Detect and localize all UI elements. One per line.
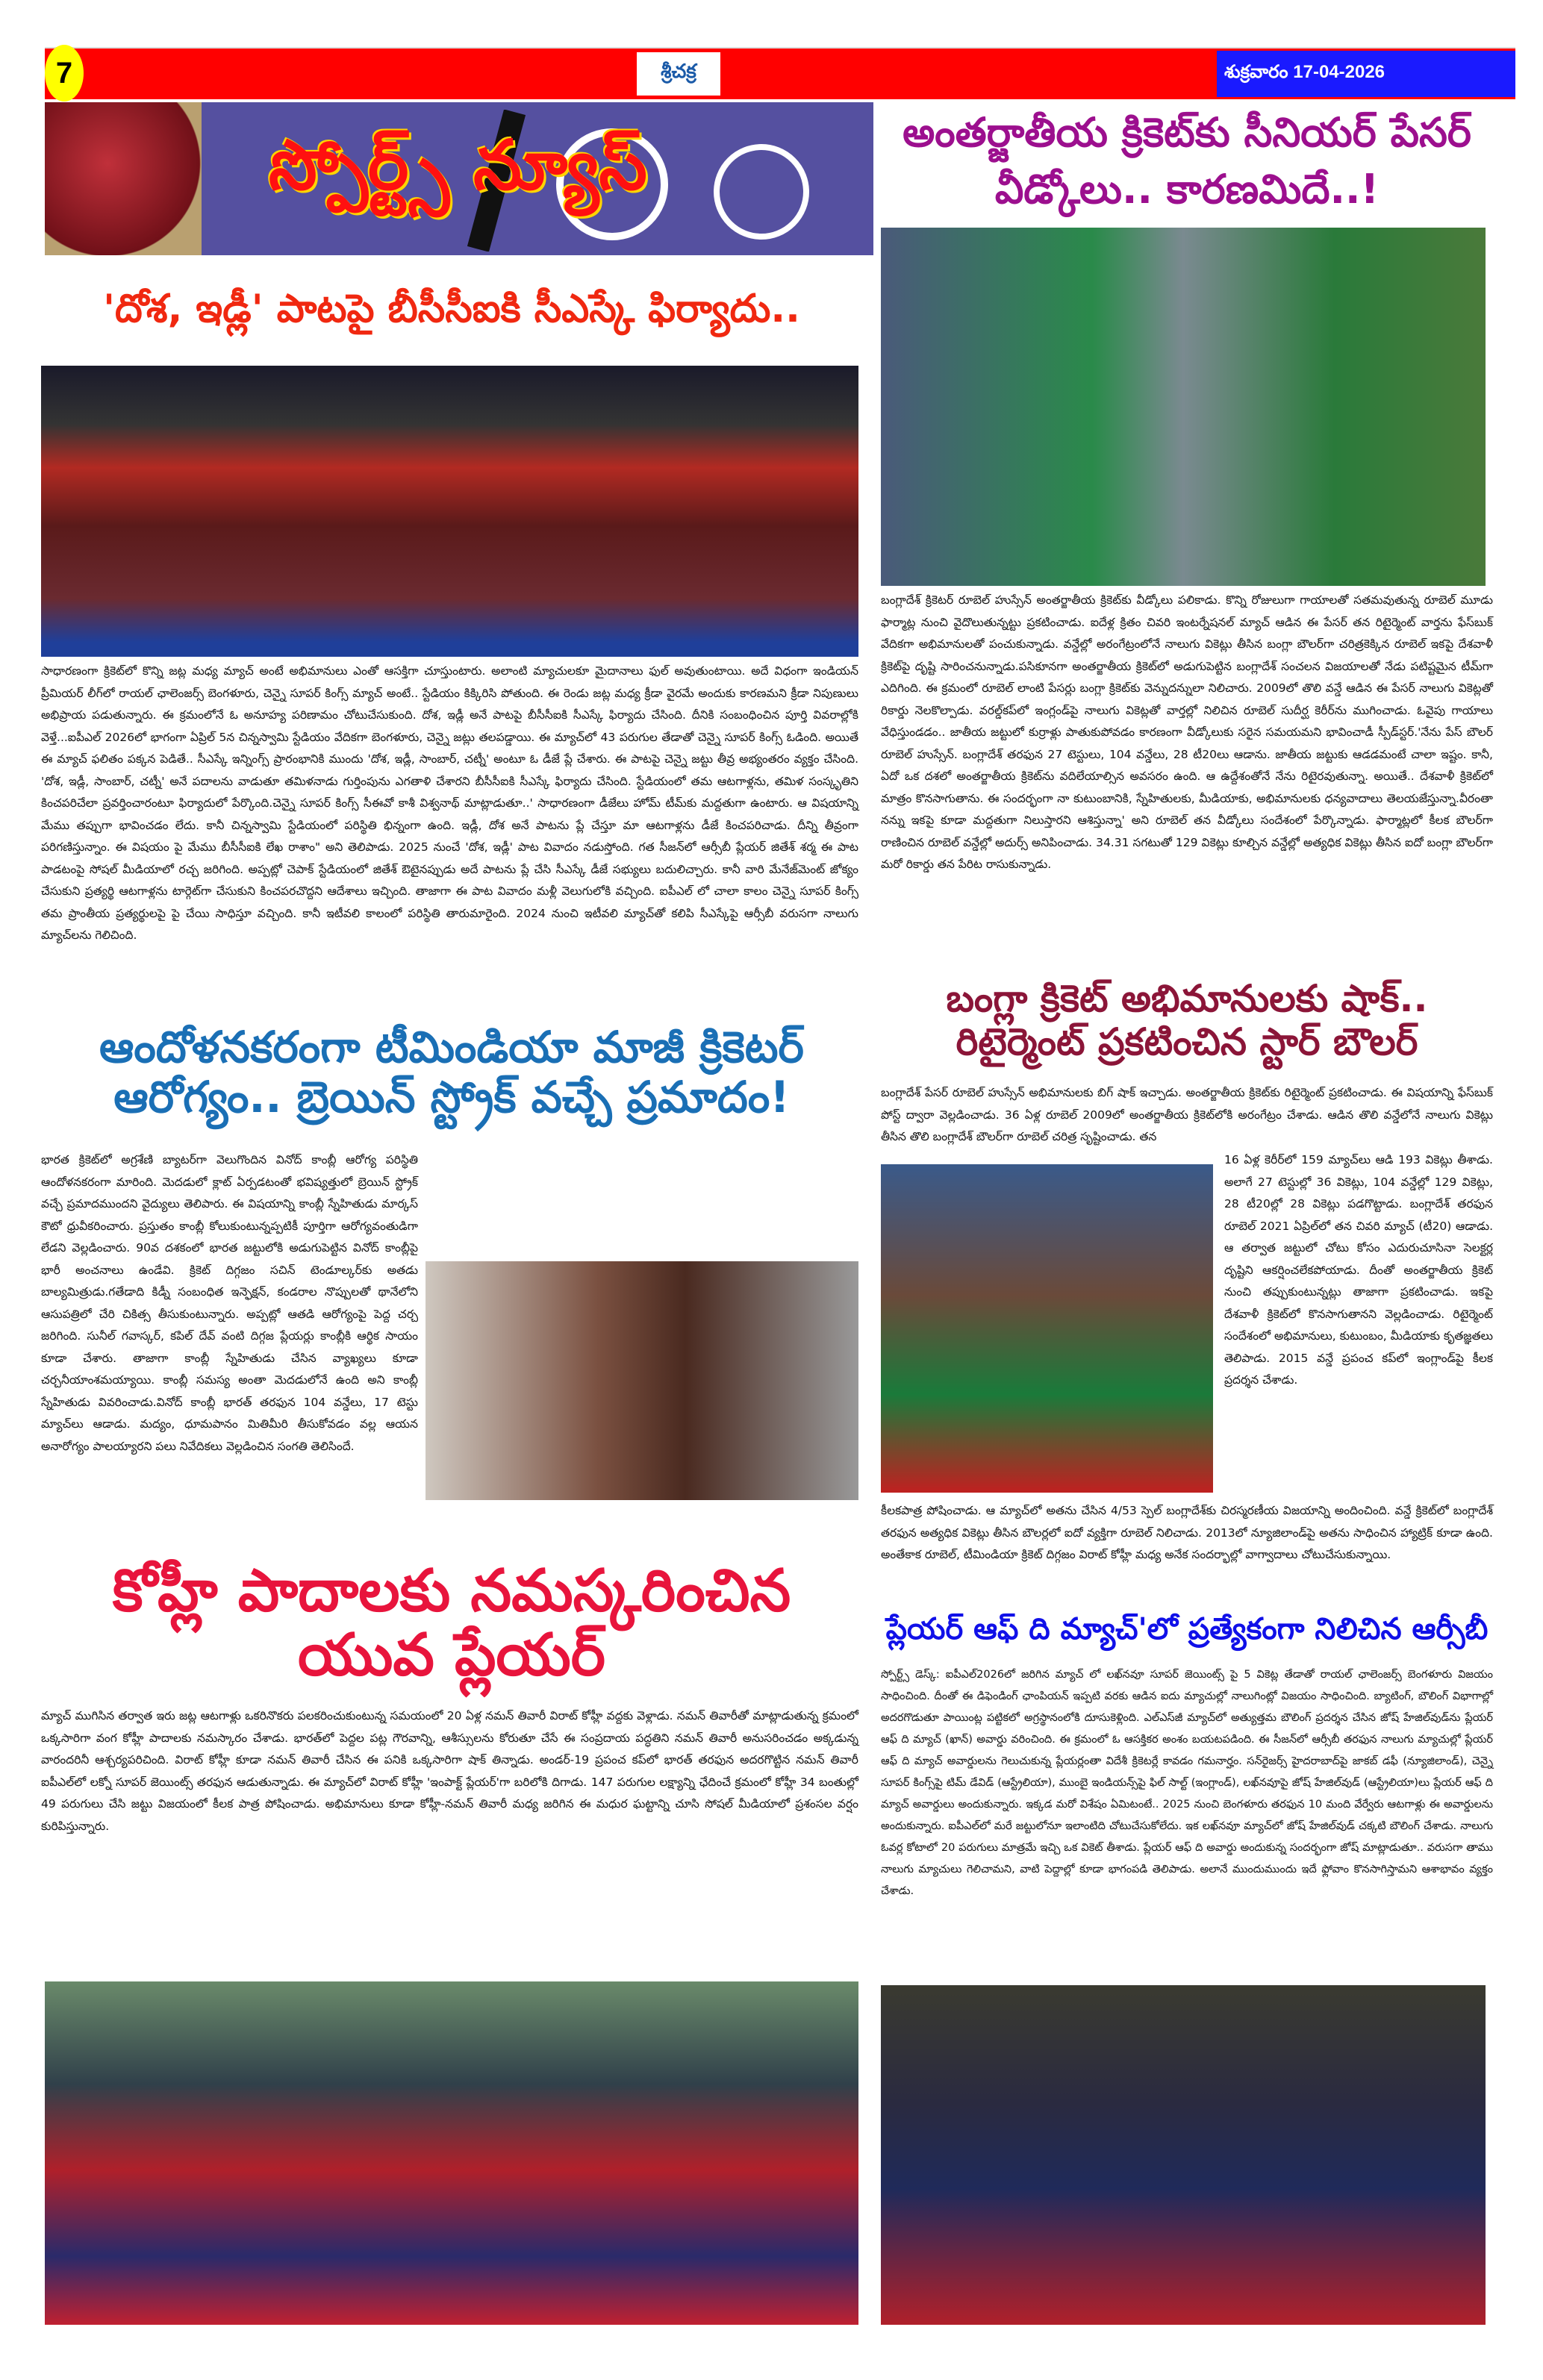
article-body: స్పోర్ట్స్ డెస్క్: ఐపీఎల్2026లో జరిగిన మ్యాచ్ లో లఖ్‌నవూ సూపర్ జెయింట్స్ పై 5 వికెట్ల తేడాతో రాయల్ ఛాలెంజర్స్ బెంగళూరు విజయం సాధించింది. దీంతో ఈ డిఫెండింగ్ ఛాంపియన్ ఇప్పటి వరకు ఆడిన ఐదు మ్యాచుల్లో నాలుగింట్లో విజయం సాధించింది. బ్యాటింగ్, బౌలింగ్ విభాగాల్లో అదరగొడుతూ పాయింట్ల పట్టికలో అగ్రస్థానంలోకి దూసుకెళ్లింది. ఎల్ఎస్‌జీ మ్యాచ్‌లో అత్యుత్తమ బౌలింగ్ ప్రదర్శన చేసిన జోష్ హేజిల్‌వుడ్‌ను ప్లేయర్ ఆఫ్ ది మ్యాచ్ (ఖాన్) అవార్డు వరించింది. ఈ క్రమంలో ఓ ఆసక్తికర అంశం బయటపడింది. ఈ సీజన్‌లో ఆర్సీబీ తరఫున నాలుగు మ్యాచుల్లో ప్లేయర్ ఆఫ్ ది మ్యాచ్ అవార్డులను గెలుచుకున్న ప్లేయర్లంతా విదేశీ క్రికెటర్లే కావడం గమనార్హం. సన్‌రైజర్స్ హైదరాబాద్‌పై జాకబ్ డఫీ (న్యూజిలాండ్), చెన్నై సూపర్ కింగ్స్‌పై టిమ్ డేవిడ్ (ఆస్ట్రేలియా), ముంబై ఇండియన్స్‌పై ఫిల్ సాల్ట్ (ఇంగ్లాండ్), లఖ్‌నవూపై జోష్ హేజిల్‌వుడ్ (ఆస్ట్రేలియా)లు ప్లేయర్ ఆఫ్ ది మ్యాచ్ అవార్డులు అందుకున్నారు. ఇక్కడ మరో విశేషం ఏమిటంటే.. 2025 నుంచి బెంగళూరు తరఫున 10 మంది వేర్వేరు ఆటగాళ్లు ఈ అవార్డులను అందుకున్నారు. ఐపీఎల్‌లో మరే జట్టులోనూ ఇలాంటిది చోటుచేసుకోలేదు. ఇక లఖ్‌నవూ మ్యాచ్‌లో జోష్ హేజిల్‌వుడ్ చక్కటి బౌలింగ్ చేశాడు. నాలుగు ఓవర్ల కోటాలో 20 పరుగులు మాత్రమే ఇచ్చి ఒక వికెట్ తీశాడు. ప్లేయర్ ఆఫ్ ది అవార్డు అందుకున్న సందర్భంగా జోష్ మాట్లాడుతూ.. వరుసగా తాము నాలుగు మ్యాచులు గెలిచామని, వాటి పెద్దాల్లో కూడా భాగంపడి తెలిపాడు. అలానే ముందుముందు ఇదే ఫ్లోవాం కొనసాగిస్తామని ఆశాభావం వ్యక్తం చేశాడు.	[881, 1669, 1494, 1897]
article-body	[41, 1149, 858, 1537]
cricket-ball-icon	[45, 102, 202, 255]
rubel-bowling-photo	[881, 228, 1486, 586]
article-body: 16 ఏళ్ల కెరీర్‌లో 159 మ్యాచ్‌లు ఆడి 193 వికెట్లు తీశాడు. అలాగే 27 టెస్టుల్లో 36 వికెట్లు, 104 వన్డేల్లో 129 వికెట్లు, 28 టీ20ల్లో 28 వికెట్లు పడగొట్టాడు. బంగ్లాదేశ్ తరఫున రూబెల్ 2021 ఏప్రిల్‌లో తన చివరి మ్యాచ్ (టీ20) ఆడాడు. ఆ తర్వాత జట్టులో చోటు కోసం ఎదురుచూసినా సెలక్టర్ల దృష్టిని ఆకర్షించలేకపోయాడు. దీంతో అంతర్జాతీయ క్రికెట్ నుంచి తప్పుకుంటున్నట్లు తాజాగా ప్రకటించాడు. ఇకపై దేశవాళీ క్రికెట్‌లో కొనసాగుతానని వెల్లడించాడు. రిటైర్మెంట్ సందేశంలో అభిమానులు, కుటుంబం, మీడియాకు కృతజ్ఞతలు తెలిపాడు. 2015 వన్డే ప్రపంచ కప్‌లో ఇంగ్లాండ్‌పై కీలక ప్రదర్శన చేశాడు.	[1224, 1153, 1493, 1387]
sports-news-banner	[45, 102, 873, 255]
banner-title: స్పోర్ట్స్ న్యూస్	[269, 125, 647, 205]
article-body: మ్యాచ్ ముగిసిన తర్వాత ఇరు జట్ల ఆటగాళ్లు ఒకరినొకరు పలకరించుకుంటున్న సమయంలో 20 ఏళ్ల నమన్ తివారీ విరాట్ కోహ్లీ వద్దకు వెళ్లాడు. నమన్ తివారీతో మాట్లాడుతున్న క్రమంలో ఒక్కసారిగా వంగ కోహ్లీ పాదాలకు నమస్కారం చేశాడు. భారత్‌లో పెద్దల పట్ల గౌరవాన్ని, ఆశీస్సులను కోరుతూ చేసే ఈ సంప్రదాయ పద్ధతిని నమన్ తివారీ అనుసరించడం అక్కడున్న వారందరినీ ఆశ్చర్యపరిచింది. విరాట్ కోహ్లీ కూడా నమన్ తివారీ చేసిన ఈ పనికి ఒక్కసారిగా షాక్ తిన్నాడు. అండర్-19 ప్రపంచ కప్‌లో భారత్ తరఫున అదరగొట్టిన నమన్ తివారీ ఐపీఎల్‌లో లక్నో సూపర్ జెయింట్స్ తరఫున ఆడుతున్నాడు. ఈ మ్యాచ్‌లో విరాట్ కోహ్లీ 'ఇంపాక్ట్ ప్లేయర్'గా బరిలోకి దిగాడు. 147 పరుగుల లక్ష్యాన్ని ఛేదించే క్రమంలో కోహ్లీ 34 బంతుల్లో 49 పరుగులు చేసి జట్టు విజయంలో కీలక పాత్ర పోషించాడు. అభిమానులు కూడా కోహ్లీ-నమన్ తివారీ మధ్య జరిగిన ఈ మధుర ఘట్టాన్ని చూసి సోషల్ మీడియాలో ప్రశంసల వర్షం కురిపిస్తున్నారు.	[41, 1709, 858, 1833]
newspaper-logo: శ్రీచక్ర	[637, 52, 720, 96]
article-text: భారత క్రికెట్‌లో అగ్రశేణి బ్యాటర్‌గా వెలుగొందిన వినోద్ కాంబ్లీ ఆరోగ్య పరిస్థితి ఆందోళనకరంగా మారింది. మెదడులో క్లాట్ ఏర్పడటంతో భవిష్యత్తులో బ్రెయిన్ స్ట్రోక్ వచ్చే ప్రమాదముందని వైద్యులు తెలిపారు. ఈ విషయాన్ని కాంబ్లీ స్నేహితుడు మార్కస్ కౌటో ధ్రువీకరించారు. ప్రస్తుతం కాంబ్లీ కోలుకుంటున్నప్పటికీ పూర్తిగా ఆరోగ్యవంతుడిగా లేడని వెల్లడించారు. 90వ దశకంలో భారత జట్టులోకి అడుగుపెట్టిన వినోద్ కాంబ్లీపై భారీ అంచనాలు ఉండేవి. క్రికెట్ దిగ్గజం సచిన్ టెండూల్కర్‌కు అతడు బాల్యమిత్రుడు.గతేడాది కిడ్నీ సంబంధిత ఇన్ఫెక్షన్, కండరాల నొప్పులతో థానేలోని ఆసుపత్రిలో చేరి చికిత్స తీసుకుంటున్నారు. అప్పట్లో ఆతడి ఆరోగ్యంపై పెద్ద చర్చ జరిగింది. సునీల్ గవాస్కర్, కపిల్ దేవ్ వంటి దిగ్గజ ప్లేయర్లు కాంబ్లీకి ఆర్థిక సాయం కూడా చేశారు. తాజాగా కాంబ్లీ స్నేహితుడు చేసిన వ్యాఖ్యలు కూడా చర్చనీయాంశమయ్యాయి. కాంబ్లీ సమస్య అంతా మెదడులోనే ఉంది అని కాంబ్లీ స్నేహితుడు వివరించాడు.వినోద్ కాంబ్లీ భారత్ తరఫున 104 వన్డేలు, 17 టెస్టు మ్యాచ్‌లు ఆడాడు. మద్యం, ధూమపానం మితిమీరి తీసుకోవడం వల్ల ఆయన అనారోగ్యం పాలయ్యారని పలు నివేదికలు వెల్లడించిన సంగతి తెలిసిందే.	[41, 1153, 418, 1453]
article-body: బంగ్లాదేశ్ పేసర్ రూబెల్ హుస్సేన్ అభిమానులకు బిగ్ షాక్ ఇచ్చాడు. అంతర్జాతీయ క్రికెట్‌కు రిటైర్మెంట్ ప్రకటించాడు. ఈ విషయాన్ని ఫేస్‌బుక్ పోస్ట్ ద్వారా వెల్లడించాడు. 36 ఏళ్ల రూబెల్ 2009లో అంతర్జాతీయ క్రికెట్‌లోకి అరంగేట్రం చేశాడు. ఆడిన తొలి వన్డేలోనే నాలుగు వికెట్లు తీసిన తొలి బంగ్లాదేశ్ బౌలర్‌గా రూబెల్ చరిత్ర సృష్టించాడు. తన	[881, 1086, 1493, 1143]
headline-text: 'దోశ, ఇడ్లీ' పాటపై బీసీసీఐకి సీఎస్కే ఫిర్యాదు..	[103, 287, 800, 331]
headline-rcb-potm: ప్లేయర్ ఆఫ్ ది మ్యాచ్'లో ప్రత్యేకంగా నిలిచిన ఆర్సీబీ	[885, 1612, 1489, 1646]
headline-kambli: ఆందోళనకరంగా టీమిండియా మాజీ క్రికెటర్ ఆరోగ్యం.. బ్రెయిన్ స్ట్రోక్ వచ్చే ప్రమాదం!	[99, 1022, 804, 1122]
rcb-players-photo	[881, 1985, 1486, 2325]
article-body: బంగ్లాదేశ్ క్రికెటర్ రూబెల్ హుస్సేన్ అంతర్జాతీయ క్రికెట్‌కు వీడ్కోలు పలికాడు. కొన్ని రోజులుగా గాయాలతో సతమవుతున్న రూబెల్ మూడు ఫార్మాట్ల నుంచి వైదొలుతున్నట్టు ప్రకటించాడు. ఐదేళ్ల క్రితం చివరి ఇంటర్నేషనల్ మ్యాచ్ ఆడిన ఈ పేసర్ తన రిటైర్మెంట్ వార్తను ఫేస్‌బుక్ వేదికగా అభిమానులతో పంచుకున్నాడు. వన్డేల్లో అరంగేట్రంలోనే నాలుగు వికెట్లు తీసిన బంగ్లా బౌలర్‌గా చరిత్రకెక్కిన రూబెల్ ఇకపై దేశవాళీ క్రికెట్‌పై దృష్టి సారించనున్నాడు.పసికూనగా అంతర్జాతీయ క్రికెట్‌లో అడుగుపెట్టిన బంగ్లాదేశ్ సంచలన విజయాలతో నేడు పటిష్టమైన టీమ్‌గా ఎదిగింది. ఈ క్రమంలో రూబెల్ లాంటి పేసర్లు బంగ్లా క్రికెట్‌కు వెన్నుదన్నులా నిలిచారు. 2009లో తొలి వన్డే ఆడిన ఈ పేసర్ నాలుగు వికెట్లతో రికార్డు నెలకొల్పాడు. వరల్డ్‌కప్‌లో ఇంగ్లండ్‌పై నాలుగు వికెట్లతో వార్తల్లో నిలిచిన రూబెల్ సుదీర్ఘ కెరీర్‌ను ముగించాడు. ఓవైపు గాయాలు వేధిస్తుండడం.. జాతీయ జట్టులో కుర్రాళ్లు పాతుకుపోవడం కారణంగా వీడ్కోలుకు సరైన సమయమని భావించాడీ స్పీడ్‌స్టర్.'నేను పేస్ బౌలర్ రూబెల్ హుస్సేన్. బంగ్లాదేశ్ తరఫున 27 టెస్టులు, 104 వన్డేలు, 28 టీ20లు ఆడాను. జాతీయ జట్టుకు ఆడడమంటే చాలా ఇష్టం. కానీ, ఏదో ఒక దశలో అంతర్జాతీయ క్రికెట్‌ను వదిలేయాల్సిన అవసరం ఉంది. ఆ ఉద్దేశంతోనే నేను రిటైరవుతున్నా. అయితే.. దేశవాళీ క్రికెట్‌లో మాత్రం కొనసాగుతాను. ఈ సందర్భంగా నా కుటుంబానికి, స్నేహితులకు, మీడియాకు, అభిమానులకు ధన్యవాదాలు తెలయజేస్తున్నా.వీరంతా నన్ను ఇకపై కూడా మద్దతుగా నిలుస్తారని ఆశిస్తున్నా' అని రూబెల్ తన వీడ్కోలు సందేశంలో పేర్కొన్నాడు. ఫార్మాట్లలో కీలక బౌలర్‌గా రాణించిన రూబెల్ వన్డేల్లో అదుర్స్ అనిపించాడు. 34.31 సగటుతో 129 వికెట్లు కూల్చిన వన్డేల్లో అత్యధిక వికెట్లు తీసిన ఐదో బంగ్లా బౌలర్‌గా మరో రికార్డు తన పేరిట రాసుకున్నాడు.	[881, 593, 1493, 871]
headline-kohli: కోహ్లీ పాదాలకు నమస్కరించిన యువ ప్లేయర్	[112, 1558, 791, 1689]
stadium-photo	[41, 366, 858, 657]
headline-senior-pacer: అంతర్జాతీయ క్రికెట్‌కు సీనియర్ పేసర్ వీడ్కోలు.. కారణమిదే..!	[903, 109, 1471, 213]
kohli-naman-photo	[45, 1981, 858, 2325]
rubel-portrait-photo	[881, 1164, 1213, 1493]
page-number: 7	[45, 45, 84, 101]
headline-bangla-shock: బంగ్లా క్రికెట్ అభిమానులకు షాక్.. రిటైర్మెంట్ ప్రకటించిన స్టార్ బౌలర్	[946, 977, 1428, 1063]
article-body: సాధారణంగా క్రికెట్‌లో కొన్ని జట్ల మధ్య మ్యాచ్ అంటే అభిమానులు ఎంతో ఆసక్తిగా చూస్తుంటారు. అలాంటి మ్యాచులకూ మైదానాలు ఫుల్ అవుతుంటాయి. అదే విధంగా ఇండియన్ ప్రీమియర్ లీగ్‌లో రాయల్ ఛాలెంజర్స్ బెంగళూరు, చెన్నై సూపర్ కింగ్స్ మ్యాచ్ అంటే.. స్టేడియం కిక్కిరిసి పోతుంది. ఈ రెండు జట్ల మధ్య క్రీడా వైరమే అందుకు కారణమని క్రీడా నిపుణులు అభిప్రాయ పడుతున్నారు. ఈ క్రమంలోనే ఓ అనూహ్య పరిణామం చోటుచేసుకుంది. దోశ, ఇడ్లీ అనే పాటపై బీసీసీఐకి సీఎస్కే ఫిర్యాదు చేసింది. దీనికి సంబంధించిన పూర్తి వివరాల్లోకి వెళ్తే...ఐపీఎల్ 2026లో భాగంగా ఏప్రిల్ 5న చిన్నస్వామి స్టేడియం వేదికగా బెంగళూరు, చెన్నై జట్లు తలపడ్డాయి. ఈ మ్యాచ్‌లో 43 పరుగుల తేడాతో చెన్నై సూపర్ కింగ్స్ ఓడింది. అయితే ఈ మ్యాచ్ ఫలితం పక్కన పెడితే.. సీఎస్కే ఇన్నింగ్స్ ప్రారంభానికి ముందు 'దోశ, ఇడ్లీ, సాంబార్, చట్నీ' అంటూ ఓ డీజే ప్లే చేశారు. ఈ పాటపై చెన్నై జట్టు తీవ్ర అభ్యంతరం వ్యక్తం చేసింది. 'దోశ, ఇడ్లీ, సాంబార్, చట్నీ' అనే పదాలను వాడుతూ తమిళనాడు గుర్తింపును ఎగతాళి చేశారని బీసీసీఐకి సీఎస్కే ఫిర్యాదు చేసింది. స్టేడియంలో తమ ఆటగాళ్లను, తమిళ సంస్కృతిని కించపరిచేలా ప్రవర్తించారంటూ ఫిర్యాదులో పేర్కొంది.చెన్నై సూపర్ కింగ్స్ సీఈవో కాశీ విశ్వనాథ్ మాట్లాడుతూ..' సాధారణంగా డీజేలు హోమ్ టీమ్‌కు మద్దతుగా ఉంటారు. ఆ విషయాన్ని మేము తప్పుగా భావించడం లేదు. కానీ చిన్నస్వామి స్టేడియంలో పరిస్థితి భిన్నంగా ఉంది. ఇడ్లీ, దోశ అనే పాటను ప్లే చేస్తూ మా ఆటగాళ్లను డీజే కించపరిచాడు. దీన్ని తీవ్రంగా పరిగణిస్తున్నాం. ఈ విషయం పై మేము బీసీసీఐకి లేఖ రాశాం" అని తెలిపాడు. 2025 నుంచే 'దోశ, ఇడ్లీ' పాట వివాదం నడుస్తోంది. గత సీజన్‌లో ఆర్సీబీ ప్లేయర్ జితేశ్ శర్మ ఈ పాట పాడటంపై సోషల్ మీడియాలో రచ్చ జరిగింది. అప్పట్లో చెపాక్ స్టేడియంలో జితేశ్ ఔటైనప్పుడు అదే పాటను ప్లే చేసి సీఎస్కే డీజే సభ్యులు బదులిచ్చారు. కానీ వారి మేనేజ్‌మెంట్ జోక్యం చేసుకుని ప్రత్యర్థి ఆటగాళ్లను టార్గెట్‌గా చేసుకుని కించపరచొద్దని ఆదేశాలు ఇచ్చింది. తాజాగా ఈ పాట వివాదం మళ్లీ వెలుగులోకి వచ్చింది. ఐపీఎల్ లో చాలా కాలం చెన్నై సూపర్ కింగ్స్ తమ ప్రాంతీయ ప్రత్యర్థులపై పై చేయి సాధిస్తూ వచ్చింది. కానీ ఇటీవలి కాలంలో పరిస్థితి తారుమారైంది. 2024 నుంచి ఇటీవలి మ్యాచ్‌తో కలిపి సీఎస్కేపై ఆర్సీబీ వరుసగా నాలుగు మ్యాచ్‌లను గెలిచింది.	[41, 664, 858, 942]
issue-date: శుక్రవారం 17-04-2026	[1217, 51, 1515, 97]
article-body: కీలకపాత్ర పోషించాడు. ఆ మ్యాచ్‌లో అతను చేసిన 4/53 స్పెల్ బంగ్లాదేశ్‌కు చిరస్మరణీయ విజయాన్ని అందించింది. వన్డే క్రికెట్‌లో బంగ్లాదేశ్ తరఫున అత్యధిక వికెట్లు తీసిన బౌలర్లలో ఐదో వ్యక్తిగా రూబెల్ నిలిచాడు. 2013లో న్యూజిలాండ్‌పై అతను సాధించిన హ్యాట్రిక్ కూడా ఉంది. అంతేకాక రూబెల్, టీమిండియా క్రికెట్ దిగ్గజం విరాట్ కోహ్లీ మధ్య అనేక సందర్భాల్లో వాగ్వాదాలు చోటుచేసుకున్నాయి.	[881, 1504, 1493, 1561]
headline-dosa-idli	[41, 287, 862, 332]
